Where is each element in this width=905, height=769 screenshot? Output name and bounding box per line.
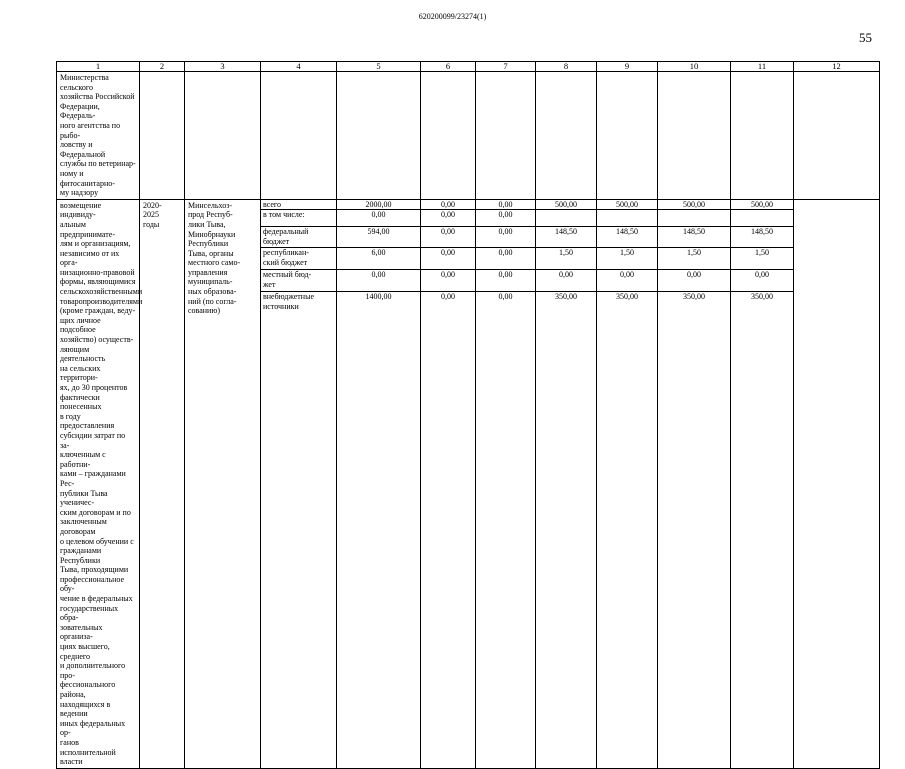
executor-line: муниципаль- <box>188 277 233 287</box>
funding-value: 1,50 <box>755 248 769 258</box>
text-line: независимо от их орга- <box>60 248 120 268</box>
text-line: хозяйство) осуществ- <box>60 335 134 345</box>
text-line: ловству и Федеральной <box>60 140 106 159</box>
text-line: ного агентства по рыбо- <box>60 120 121 140</box>
executor-line: прод Респуб- <box>188 210 233 220</box>
text-line: ключенным с работни- <box>60 450 106 469</box>
text-line: власти <box>60 757 83 767</box>
column-number-11: 11 <box>731 62 794 72</box>
text-line: хозяйства Российской <box>60 92 135 102</box>
funding-value: 350,00 <box>555 292 577 302</box>
text-line: заключенным договорам <box>60 517 107 536</box>
text-line: лям и организациям, <box>60 239 131 249</box>
column-number-7: 7 <box>476 62 536 72</box>
executors-cell <box>185 199 261 768</box>
funding-value: 0,00 <box>620 270 634 280</box>
funding-source-label: республикан- <box>263 248 309 258</box>
executor-line: местного само- <box>188 258 241 268</box>
funding-value: 1,50 <box>559 248 573 258</box>
column-number-row <box>57 62 880 72</box>
funding-value: 0,00 <box>441 248 455 258</box>
funding-value: 148,50 <box>555 227 577 237</box>
executor-line: ных образова- <box>188 287 237 297</box>
continuation-row <box>57 72 880 200</box>
text-line: субсидии затрат по за- <box>60 430 126 450</box>
text-line: фессионального района, <box>60 680 116 699</box>
text-line: Министерства сельского <box>60 73 109 92</box>
funding-value: 500,00 <box>751 199 773 209</box>
text-line: ками – гражданами Рес- <box>60 469 126 488</box>
continuation-org-cell <box>57 72 140 200</box>
executor-line: Республики <box>188 239 229 249</box>
funding-value: 0,00 <box>559 270 573 280</box>
page-number: 55 <box>859 30 872 45</box>
text-line: гражданами Республики <box>60 546 102 565</box>
funding-source-label: всего <box>263 199 282 209</box>
funding-value: 148,50 <box>683 227 705 237</box>
value-col-8 <box>536 199 597 768</box>
executor-line: ний (по согла- <box>188 296 237 306</box>
funding-value: 0,00 <box>498 270 513 280</box>
text-line: Федерации, Федераль- <box>60 101 100 121</box>
column-number-3: 3 <box>185 62 261 72</box>
value-col-12 <box>794 199 880 768</box>
funding-source-label: федеральный <box>263 227 309 237</box>
funding-source-cell <box>261 199 337 768</box>
column-number-9: 9 <box>597 62 658 72</box>
text-line: ским договорам и по <box>60 507 131 517</box>
funding-value: 0,00 <box>498 292 513 302</box>
text-line: ляющим деятельность <box>60 344 106 364</box>
funding-value: 0,00 <box>498 199 513 209</box>
measure-description-cell <box>57 199 143 768</box>
funding-value: 500,00 <box>683 199 705 209</box>
column-number-2: 2 <box>140 62 185 72</box>
funding-value: 1,50 <box>620 248 634 258</box>
text-line: формы, являющимися <box>60 277 136 287</box>
executor-line: сованию) <box>188 306 220 316</box>
value-col-10 <box>658 199 731 768</box>
funding-value: 148,50 <box>751 227 773 237</box>
funding-value: 0,00 <box>441 292 455 302</box>
value-col-11 <box>731 199 794 768</box>
measure-row <box>57 199 880 768</box>
funding-value: 0,00 <box>371 270 386 280</box>
text-line: зовательных организа- <box>60 622 103 642</box>
executor-line: Минобрнауки <box>188 229 236 239</box>
funding-value: 0,00 <box>441 199 455 209</box>
text-line: (кроме граждан, веду- <box>60 306 136 316</box>
text-line: циях высшего, среднего <box>60 642 110 661</box>
text-line: альным предпринимате- <box>60 219 115 239</box>
funding-value: 0,00 <box>441 210 455 220</box>
funding-source-label: ский бюджет <box>263 257 308 267</box>
column-number-12: 12 <box>794 62 880 72</box>
value-col-5 <box>337 199 421 768</box>
text-line: службы по ветеринар- <box>60 159 136 169</box>
period-line: годы <box>143 219 160 229</box>
funding-value: 6,00 <box>371 248 386 258</box>
column-number-5: 5 <box>337 62 421 72</box>
period-cell <box>140 199 185 768</box>
text-line: в году предоставления <box>60 411 115 431</box>
executor-line: Тыва, органы <box>188 248 234 258</box>
funding-value: 0,00 <box>687 270 701 280</box>
text-line: низационно-правовой <box>60 267 135 277</box>
text-line: му надзору <box>60 188 99 198</box>
text-line: ному и фитосанитарно- <box>60 168 115 188</box>
value-col-7 <box>476 199 536 768</box>
funding-source-label: бюджет <box>263 236 290 246</box>
text-line: профессиональное обу- <box>60 574 125 594</box>
funding-value: 0,00 <box>755 270 769 280</box>
text-line: Тыва, проходящими <box>60 565 129 575</box>
executor-line: управления <box>188 267 228 277</box>
funding-value: 1400,00 <box>365 292 392 302</box>
funding-value: 148,50 <box>616 227 638 237</box>
column-number-10: 10 <box>658 62 731 72</box>
funding-source-label: источники <box>263 301 299 311</box>
text-line: на сельских территори- <box>60 363 101 383</box>
text-line: ях, до 30 процентов <box>60 383 128 392</box>
executor-line: лики Тыва, <box>188 219 226 229</box>
text-line: сельскохозяйственными <box>60 287 143 297</box>
text-line: чение в федеральных <box>60 594 133 604</box>
funding-value: 350,00 <box>751 292 773 302</box>
column-number-4: 4 <box>261 62 337 72</box>
funding-source-label: жет <box>263 279 276 289</box>
funding-value: 594,00 <box>367 227 390 237</box>
text-line: возмещение индивиду- <box>60 200 102 220</box>
text-line: публики Тыва ученичес- <box>60 488 108 508</box>
program-table <box>56 61 880 769</box>
funding-value: 0,00 <box>371 210 386 220</box>
text-line: товаропроизводителями <box>60 296 143 306</box>
funding-source-label: местный бюд- <box>263 270 312 280</box>
executor-line: Минсельхоз- <box>188 200 233 210</box>
funding-value: 350,00 <box>683 292 705 302</box>
funding-value: 500,00 <box>616 199 638 209</box>
value-col-9 <box>597 199 658 768</box>
text-line: ганов исполнительной <box>60 737 116 757</box>
value-col-6 <box>421 199 476 768</box>
funding-value: 500,00 <box>555 199 577 209</box>
funding-value: 0,00 <box>498 248 513 258</box>
text-line: фактически понесенных <box>60 392 102 412</box>
funding-value: 0,00 <box>441 227 455 237</box>
text-line: государственных обра- <box>60 603 119 623</box>
period-line: 2025 <box>143 210 159 220</box>
document-id: 620200099/23274(1) <box>418 12 487 21</box>
text-line: находящихся в ведении <box>60 699 111 719</box>
funding-source-label: внебюджетные <box>263 292 314 302</box>
funding-value: 0,00 <box>498 210 513 220</box>
funding-value: 2000,00 <box>365 199 392 209</box>
column-number-1: 1 <box>57 62 140 72</box>
column-number-8: 8 <box>536 62 597 72</box>
funding-value: 1,50 <box>687 248 701 258</box>
period-line: 2020- <box>143 200 162 210</box>
funding-value: 0,00 <box>441 270 455 280</box>
funding-source-label: в том числе: <box>263 210 305 220</box>
funding-value: 0,00 <box>498 227 513 237</box>
text-line: иных федеральных ор- <box>60 718 126 738</box>
column-number-6: 6 <box>421 62 476 72</box>
text-line: и дополнительного про- <box>60 661 126 680</box>
funding-value: 350,00 <box>616 292 638 302</box>
text-line: щих личное подсобное <box>60 315 101 335</box>
text-line: о целевом обучении с <box>60 536 134 546</box>
